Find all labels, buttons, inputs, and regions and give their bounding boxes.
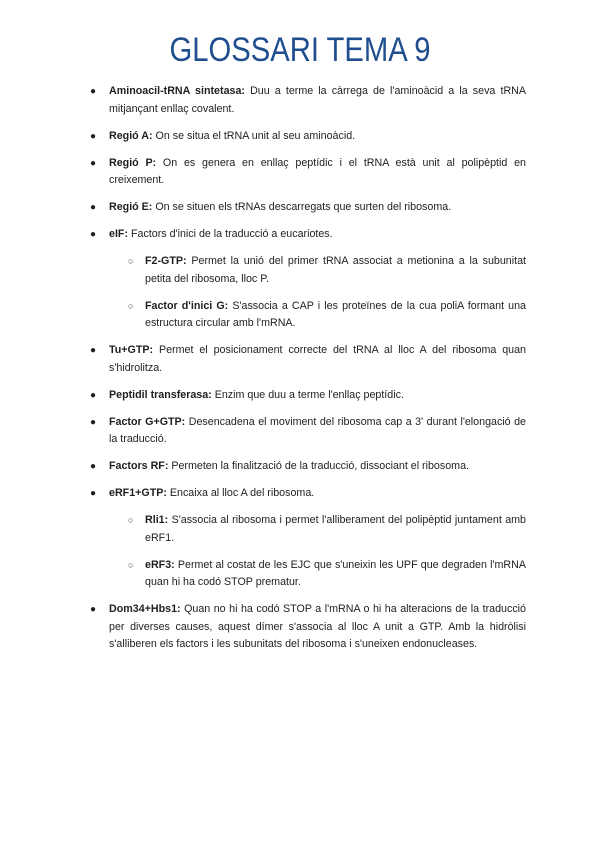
glossary-term: Factors RF: (109, 460, 169, 472)
glossary-definition: Factors d'inici de la traducció a eucariotes. (128, 228, 333, 240)
glossary-term: Regió E: (109, 201, 153, 213)
glossary-term: F2-GTP: (145, 255, 187, 267)
glossary-term: Factor G+GTP: (109, 415, 186, 428)
glossary-term: eRF1+GTP: (109, 487, 167, 499)
sub-bullet-icon: ○ (128, 256, 134, 266)
sub-bullet-icon: ○ (128, 300, 134, 311)
glossary-item-peptidil-transferasa (90, 387, 526, 405)
bullet-icon: ● (90, 389, 97, 401)
glossary-term: Rli1: (145, 514, 169, 526)
page-title: GLOSSARI TEMA 9 (169, 31, 431, 69)
glossary-term: Factor d'inici G: (145, 299, 229, 312)
glossary-definition: Permeten la finalització de la traducció, dissociant el ribosoma. (168, 460, 469, 472)
glossary-definition: Duu a terme la càrrega de l'aminoàcid a la seva tRNA mitjançant enllaç covalent. (109, 85, 527, 115)
glossary-item-dom34-hbs1 (90, 601, 526, 654)
glossary-item-regio-e (90, 199, 526, 217)
glossary-item-regio-p (90, 155, 526, 190)
glossary-term: Aminoacil-tRNA sintetasa: (109, 85, 245, 97)
bullet-icon: ● (90, 130, 97, 142)
bullet-icon: ● (90, 604, 97, 615)
glossary-definition: Permet al costat de les EJC que s'uneixin les UPF que degraden l'mRNA quan hi ha codó STOP prematur. (145, 558, 526, 588)
glossary-term: Regió A: (109, 129, 153, 142)
sub-bullet-icon: ○ (128, 515, 134, 525)
glossary-item-tu-gtp (90, 342, 526, 377)
glossary-item-aminoacil-trna-sintetasa (90, 83, 527, 118)
sub-bullet-icon: ○ (128, 559, 134, 570)
glossary-definition: Permet el posicionament correcte del tRNA al lloc A del ribosoma quan s'hidrolitza. (109, 344, 526, 374)
glossary-definition: On se situa el tRNA unit al seu aminoàcid. (152, 129, 356, 142)
glossary-subitem-erf3 (128, 557, 526, 592)
glossary-definition: Encaixa al lloc A del ribosoma. (166, 487, 315, 499)
glossary-definition: Permet la unió del primer tRNA associat a metionina a la subunitat petita del ribosoma, lloc P. (145, 255, 526, 285)
glossary-definition: Desencadena el moviment del ribosoma cap a 3' durant l'elongació de la traducció. (109, 415, 526, 445)
bullet-icon: ● (90, 345, 97, 356)
bullet-icon: ● (90, 461, 97, 472)
glossary-item-erf1-gtp (90, 485, 526, 503)
glossary-list (0, 83, 600, 663)
glossary-definition: S'associa al ribosoma i permet l'alliberament del polipèptid juntament amb eRF1. (145, 514, 526, 544)
glossary-item-eif (90, 226, 526, 244)
glossary-item-factors-rf (90, 458, 526, 476)
glossary-definition: Enzim que duu a terme l'enllaç peptídic. (211, 388, 404, 401)
glossary-definition: Quan no hi ha codó STOP a l'mRNA o hi ha alteracions de la traducció per diverses causes, aquest dímer s'associa al lloc A unit a GTP. Amb la hidròlisi s'alliberen els factors i les subunitats del ribosoma i s'uneixen endonucleases. (109, 603, 526, 650)
glossary-item-regio-a (90, 128, 526, 146)
bullet-icon: ● (90, 488, 97, 499)
glossary-term: Regió P: (109, 156, 157, 169)
glossary-term: eIF: (109, 228, 129, 240)
glossary-term: Dom34+Hbs1: (109, 603, 181, 615)
bullet-icon: ● (90, 229, 97, 240)
glossary-subitem-rli1 (128, 512, 526, 547)
bullet-icon: ● (90, 86, 97, 97)
glossary-definition: On se situen els tRNAs descarregats que surten del ribosoma. (152, 201, 452, 213)
bullet-icon: ● (90, 157, 97, 169)
glossary-definition: S'associa a CAP i les proteïnes de la cua poliA formant una estructura circular amb l'mRNA. (145, 299, 526, 329)
glossary-subitem-factor-d-inici-g (128, 298, 526, 333)
glossary-term: eRF3: (145, 558, 175, 571)
glossary-term: Tu+GTP: (109, 344, 154, 356)
glossary-definition: On es genera en enllaç peptídic i el tRNA està unit al polipèptid en creixement. (109, 156, 526, 186)
bullet-icon: ● (90, 416, 97, 428)
glossary-term: Peptidil transferasa: (109, 388, 212, 401)
bullet-icon: ● (90, 202, 97, 213)
glossary-subitem-f2-gtp (128, 253, 526, 288)
glossary-item-factor-g-gtp (90, 414, 526, 449)
